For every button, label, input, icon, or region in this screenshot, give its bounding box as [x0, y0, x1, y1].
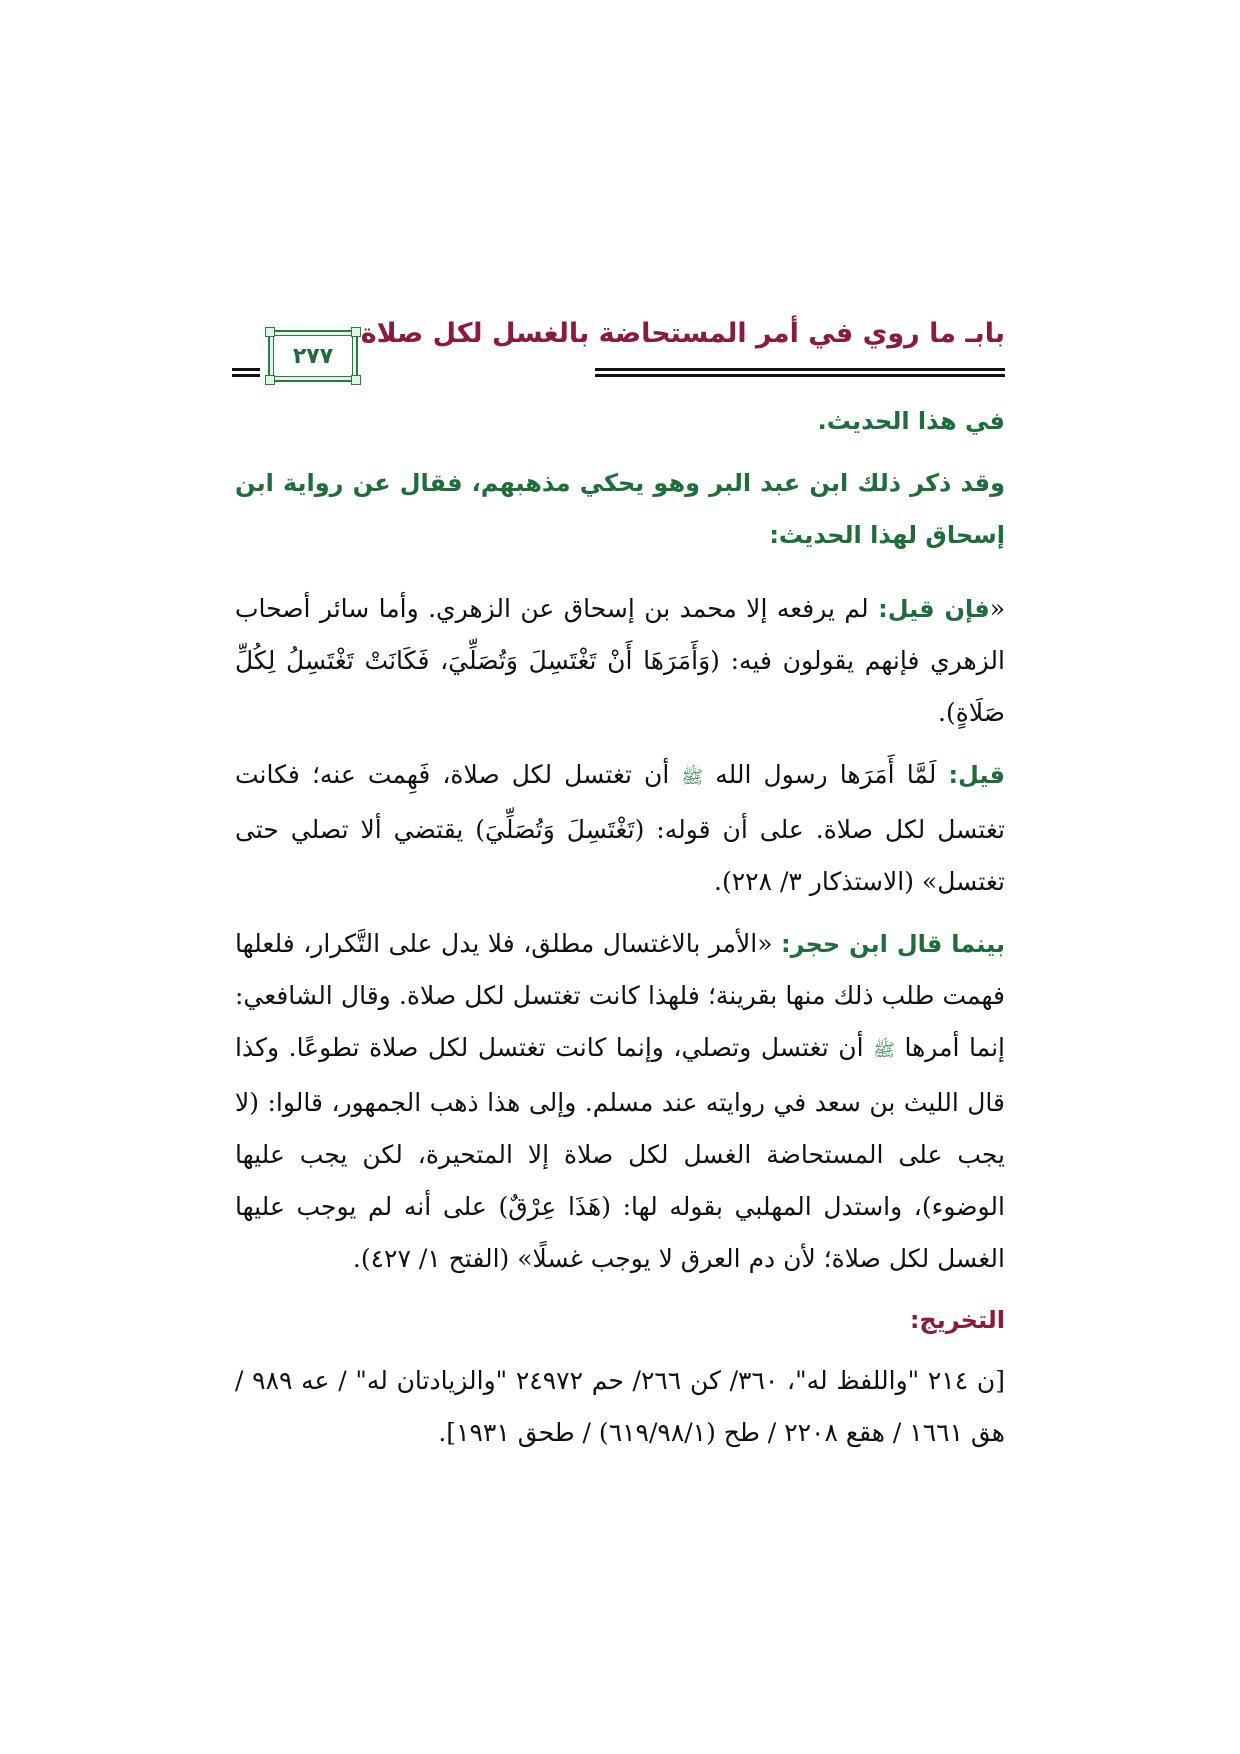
ornament-corner: [351, 375, 361, 385]
header-rule: [232, 374, 260, 377]
paragraph-4-text-b: أن تغتسل لكل صلاة، فَهِمت عنه؛ فكانت تغتسل لكل صلاة. على أن قوله: (تَغْتَسِلَ وَتُصَلِّيَ) يقتضي ألا تصلي حتى تغتسل» (الاستذكار ٣/ ٢٢٨).: [235, 760, 1005, 896]
page-body: [235, 395, 1005, 1459]
paragraph-4-text-a: لَمَّا أَمَرَها رسول الله: [703, 760, 949, 789]
open-quote: «: [989, 594, 1005, 623]
honorific-symbol: ﷺ: [873, 1040, 895, 1061]
paragraph-3-text: لم يرفعه إلا محمد بن إسحاق عن الزهري. وأما سائر أصحاب الزهري فإنهم يقولون فيه: (وَأَمَرَهَا أَنْ تَغْتَسِلَ وَتُصَلِّيَ، فَكَانَتْ تَغْتَسِلُ لِكُلِّ صَلَاةٍ).: [235, 594, 1005, 727]
page-number-badge: [268, 330, 358, 382]
header-rule: [595, 374, 1005, 377]
paragraph-5-text-a: «الأمر بالاغتسال مطلق، فلا يدل على التَّكرار، فلعلها فهمت طلب ذلك منها بقرينة؛ فلهذا كانت تغتسل لكل صلاة. وقال الشافعي: إنما أمرها: [235, 929, 1005, 1062]
ornament-corner: [265, 375, 275, 385]
page-number: ٢٧٧: [273, 335, 353, 377]
ornament-corner: [265, 327, 275, 337]
paragraph-2: وقد ذكر ذلك ابن عبد البر وهو يحكي مذهبهم، فقال عن رواية ابن إسحاق لهذا الحديث:: [235, 469, 1005, 549]
header-rule: [232, 368, 260, 371]
takhrij-text: [ن ٢١٤ "واللفظ له"، ٣٦٠/ كن ٢٦٦/ حم ٢٤٩٧٢ "والزيادتان له" / عه ٩٨٩ / هق ١٦٦١ / هقع ٢٢٠٨ / طح (٦١٩/٩٨/١) / طحق ١٩٣١].: [235, 1366, 1006, 1447]
ornament-corner: [351, 327, 361, 337]
paragraph-5-label: بينما قال ابن حجر:: [781, 930, 1005, 958]
paragraph-3: [235, 583, 1005, 739]
honorific-symbol: ﷺ: [681, 767, 704, 788]
header-rule: [595, 368, 1005, 371]
paragraph-5: [235, 918, 1005, 1285]
takhrij-heading: التخريج:: [909, 1306, 1005, 1334]
page-header: [232, 318, 1005, 388]
paragraph-3-label: فإن قيل:: [878, 595, 990, 623]
paragraph-5-text-b: أن تغتسل وتصلي، وإنما كانت تغتسل لكل صلاة تطوعًا. وكذا قال الليث بن سعد في روايته عند مسلم. وإلى هذا ذهب الجمهور، قالوا: (لا يجب على المستحاضة الغسل لكل صلاة إلا المتحيرة، لكن يجب عليها الوضوء)، واستدل المهلبي بقوله لها: (هَذَا عِرْقٌ) على أنه لم يوجب عليها الغسل لكل صلاة؛ لأن دم العرق لا يوجب غسلًا» (الفتح ١/ ٤٢٧).: [235, 1033, 1005, 1273]
paragraph-4-label: قيل:: [948, 761, 1005, 789]
chapter-title: بابـ ما روي في أمر المستحاضة بالغسل لكل صلاة: [360, 318, 1005, 349]
paragraph-1: في هذا الحديث.: [817, 407, 1005, 435]
paragraph-4: [235, 749, 1005, 908]
